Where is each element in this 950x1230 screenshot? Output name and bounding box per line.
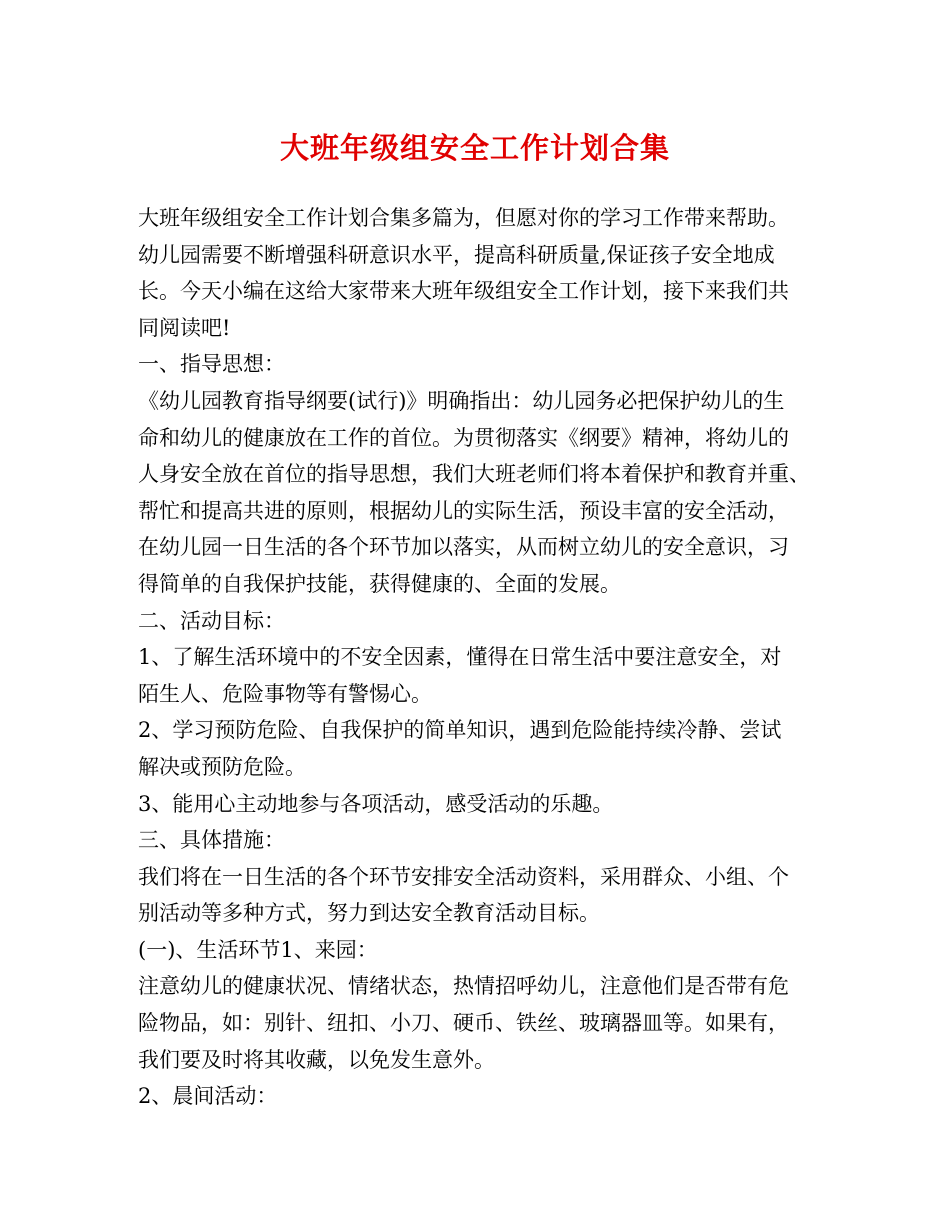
text-line: 陌生人、危险事物等有警惕心。 <box>138 681 432 706</box>
text-line: 二、活动目标： <box>138 608 285 633</box>
text-line: 2、晨间活动： <box>138 1084 278 1109</box>
text-line: 解决或预防危险。 <box>138 754 306 779</box>
text-line: 帮忙和提高共进的原则，根据幼儿的实际生活，预设丰富的安全活动， <box>138 498 789 523</box>
document-body <box>138 200 818 1115</box>
text-line: 长。今天小编在这给大家带来大班年级组安全工作计划，接下来我们共 <box>138 279 789 304</box>
text-line: (一)、生活环节1、来园： <box>138 937 378 962</box>
text-line: 3、能用心主动地参与各项活动，感受活动的乐趣。 <box>138 791 614 816</box>
text-line: 一、指导思想： <box>138 352 285 377</box>
text-line: 1、了解生活环境中的不安全因素，懂得在日常生活中要注意安全，对 <box>138 645 782 670</box>
text-line: 幼儿园需要不断增强科研意识水平，提高科研质量,保证孩子安全地成 <box>138 242 775 267</box>
text-line: 大班年级组安全工作计划合集多篇为，但愿对你的学习工作带来帮助。 <box>138 206 789 230</box>
text-line: 注意幼儿的健康状况、情绪状态，热情招呼幼儿，注意他们是否带有危 <box>138 974 789 999</box>
text-line: 得简单的自我保护技能，获得健康的、全面的发展。 <box>138 571 621 596</box>
text-line: 同阅读吧! <box>138 315 231 340</box>
text-line: 三、具体措施： <box>138 828 285 853</box>
text-line: 别活动等多种方式，努力到达安全教育活动目标。 <box>138 901 600 926</box>
text-line: 在幼儿园一日生活的各个环节加以落实，从而树立幼儿的安全意识，习 <box>138 535 789 560</box>
text-line: 我们要及时将其收藏，以免发生意外。 <box>138 1047 495 1072</box>
text-line: 2、学习预防危险、自我保护的简单知识，遇到危险能持续冷静、尝试 <box>138 718 782 743</box>
text-line: 我们将在一日生活的各个环节安排安全活动资料，采用群众、小组、个 <box>138 864 789 889</box>
text-line: 险物品，如：别针、纽扣、小刀、硬币、铁丝、玻璃器皿等。如果有， <box>138 1011 789 1036</box>
text-line: 命和幼儿的健康放在工作的首位。为贯彻落实《纲要》精神，将幼儿的 <box>138 425 789 450</box>
document-title: 大班年级组安全工作计划合集 <box>279 131 670 165</box>
text-line: 人身安全放在首位的指导思想，我们大班老师们将本着保护和教育并重、 <box>138 462 810 487</box>
text-line: 《幼儿园教育指导纲要(试行)》明确指出：幼儿园务必把保护幼儿的生 <box>138 388 785 413</box>
